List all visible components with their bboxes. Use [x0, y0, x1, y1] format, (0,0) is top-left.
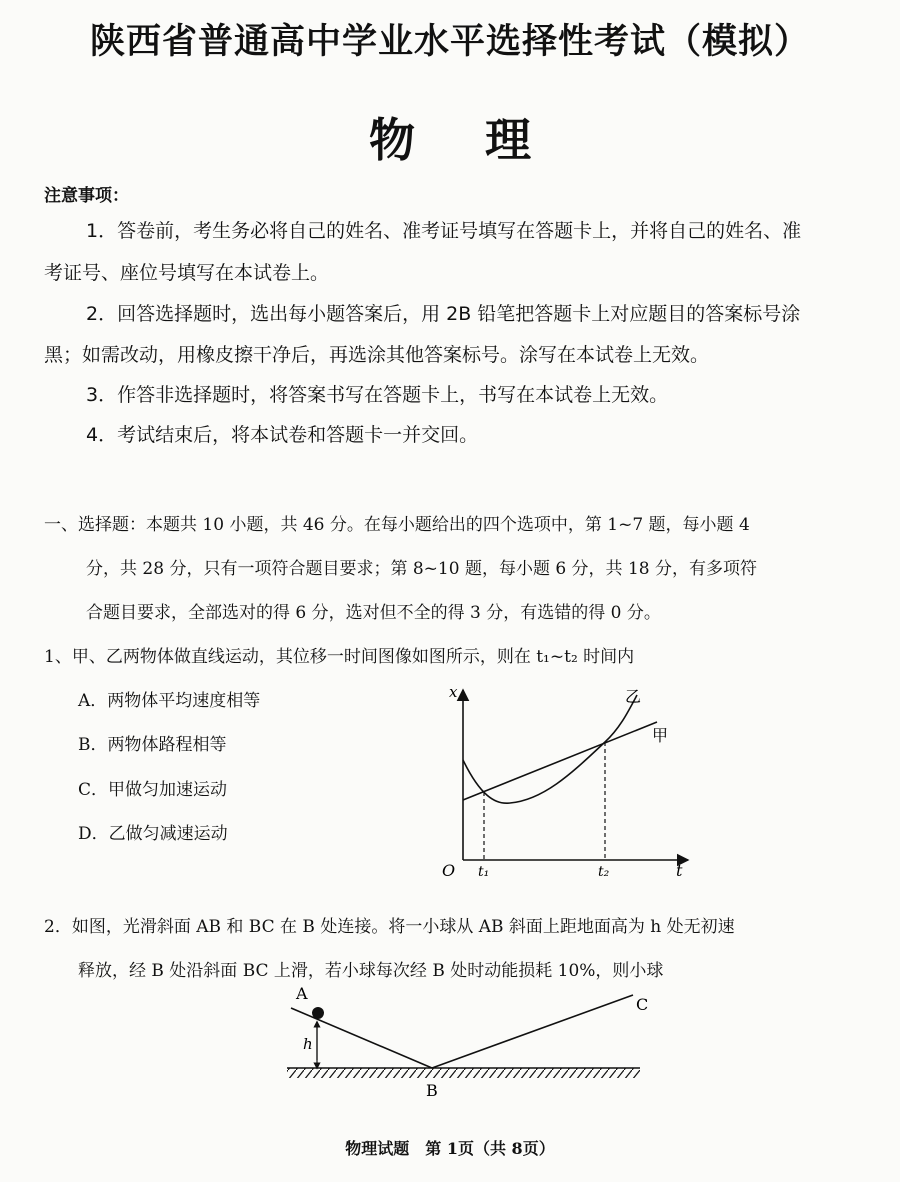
subject-title: 物理: [369, 113, 601, 167]
q1-xt-graph: [430, 678, 700, 883]
jia-label: 甲: [652, 726, 669, 745]
origin-label: O: [442, 861, 456, 880]
question-1-stem: 1、甲、乙两物体做直线运动，其位移一时间图像如图所示，则在 t₁~t₂ 时间内: [44, 647, 635, 667]
question-2-stem: 释放，经 B 处沿斜面 BC 上滑，若小球每次经 B 处时动能损耗 10%，则小球: [78, 961, 664, 981]
notice-item: 3．作答非选择题时，将答案书写在答题卡上，书写在本试卷上无效。: [86, 384, 669, 406]
section-instructions: 一、选择题：本题共 10 小题，共 46 分。在每小题给出的四个选项中，第 1~7 题，每小题 4: [44, 515, 750, 535]
ground-hatching: [287, 1068, 640, 1078]
line-jia: [463, 722, 657, 800]
section-instructions: 合题目要求，全部选对的得 6 分，选对但不全的得 3 分，有选错的得 0 分。: [86, 603, 661, 623]
q1-option-b: B．两物体路程相等: [78, 735, 227, 755]
curve-yi: [463, 695, 637, 803]
t-axis-label: t: [676, 861, 683, 880]
notice-item: 黑；如需改动，用橡皮擦干净后，再选涂其他答案标号。涂写在本试卷上无效。: [44, 344, 710, 366]
t2-label: t₂: [598, 864, 610, 880]
q1-option-a: A．两物体平均速度相等: [78, 691, 261, 711]
ball: [312, 1007, 324, 1019]
t1-label: t₁: [478, 864, 490, 880]
exam-title: 陕西省普通高中学业水平选择性考试（模拟）: [89, 22, 810, 62]
notice-item: 考证号、座位号填写在本试卷上。: [44, 262, 330, 284]
section-instructions: 分，共 28 分，只有一项符合题目要求；第 8~10 题，每小题 6 分，共 18 分，有多项符: [86, 559, 758, 579]
point-b-label: B: [426, 1081, 438, 1100]
yi-label: 乙: [625, 687, 642, 706]
q2-slope-figure: [280, 982, 650, 1102]
notice-item: 1．答卷前，考生务必将自己的姓名、准考证号填写在答题卡上，并将自己的姓名、准: [86, 220, 802, 242]
notice-heading: 注意事项：: [44, 186, 129, 206]
point-a-label: A: [296, 984, 308, 1003]
q1-option-c: C．甲做匀加速运动: [78, 780, 228, 800]
q1-option-d: D．乙做匀减速运动: [78, 824, 228, 844]
slope-bc: [432, 995, 633, 1068]
page-footer: 物理试题 第 1页（共 8页）: [345, 1139, 555, 1158]
x-axis-label: x: [449, 683, 458, 701]
notice-item: 2．回答选择题时，选出每小题答案后，用 2B 铅笔把答题卡上对应题目的答案标号涂: [86, 303, 801, 325]
height-label: h: [303, 1035, 313, 1053]
point-c-label: C: [636, 995, 649, 1014]
question-2-stem: 2．如图，光滑斜面 AB 和 BC 在 B 处连接。将一小球从 AB 斜面上距地面高为 h 处无初速: [44, 917, 735, 937]
notice-item: 4．考试结束后，将本试卷和答题卡一并交回。: [86, 424, 479, 446]
